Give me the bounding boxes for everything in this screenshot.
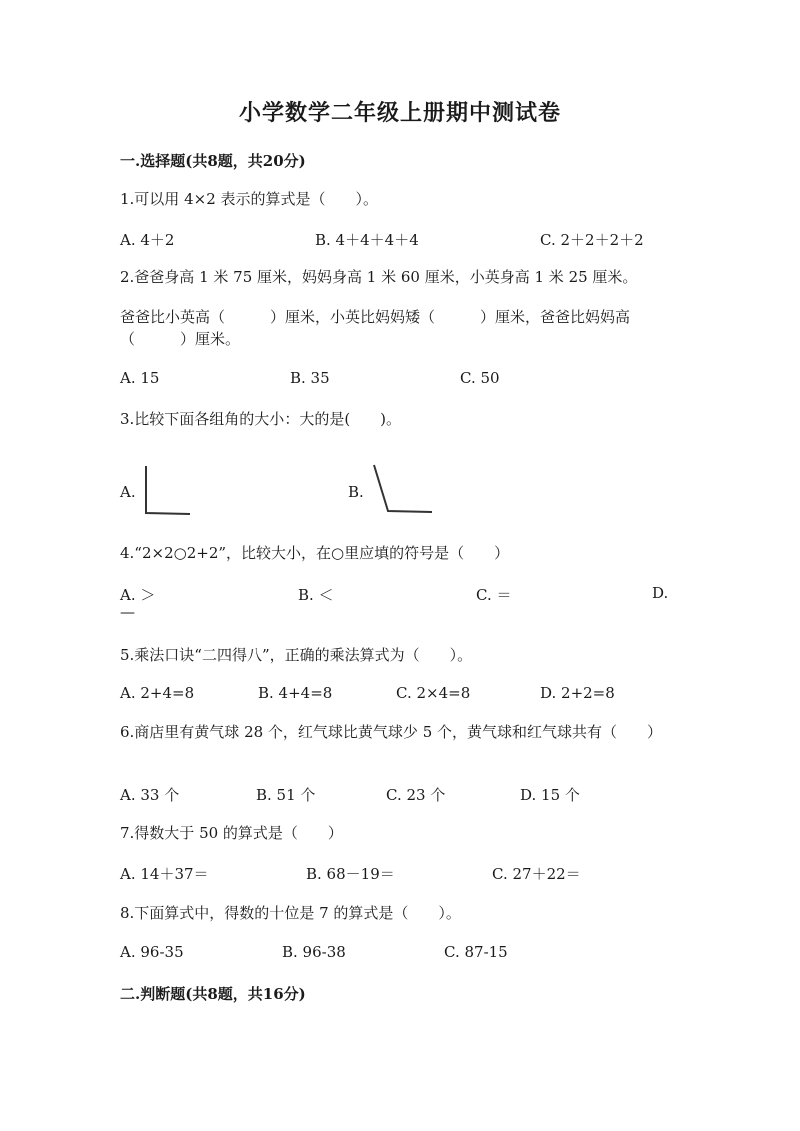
q4-option-b: B. ＜ [298,586,334,604]
q4-option-c: C. ＝ [476,586,512,604]
q3-option-b: B. [348,483,364,501]
q2-option-b: B. 35 [290,369,330,387]
q3-option-a: A. [120,483,136,501]
q2-option-c: C. 50 [460,369,500,387]
q7-option-b: B. 68－19＝ [306,865,395,883]
q1-option-c: C. 2＋2＋2＋2 [540,231,644,249]
q7-option-c: C. 27＋22＝ [492,865,581,883]
q6-option-a: A. 33 个 [120,786,180,804]
question-4: 4.“2×2○2+2”，比较大小，在○里应填的符号是（ ） [120,544,510,562]
section-heading-judgment: 二.判断题(共8题，共16分) [120,985,306,1003]
question-5: 5.乘法口诀“二四得八”，正确的乘法算式为（ ）。 [120,646,473,664]
question-7: 7.得数大于 50 的算式是（ ） [120,824,343,842]
q1-option-a: A. 4＋2 [120,231,175,249]
question-2: 2.爸爸身高 1 米 75 厘米，妈妈身高 1 米 60 厘米，小英身高 1 米 25 厘米。 [120,268,638,286]
question-3: 3.比较下面各组角的大小：大的是( )。 [120,410,402,428]
q8-option-c: C. 87-15 [444,943,508,961]
q5-option-a: A. 2+4=8 [120,684,195,702]
q5-option-d: D. 2+2=8 [540,684,615,702]
q5-option-b: B. 4+4=8 [258,684,333,702]
page-title: 小学数学二年级上册期中测试卷 [238,100,561,126]
question-6: 6.商店里有黄气球 28 个，红气球比黄气球少 5 个，黄气球和红气球共有（ ） [120,723,663,741]
right-angle-figure [140,460,200,520]
q4-option-d: D. [652,584,669,602]
q4-option-d-value: — [120,603,135,621]
question-8: 8.下面算式中，得数的十位是 7 的算式是（ ）。 [120,904,461,922]
question-1: 1.可以用 4×2 表示的算式是（ ）。 [120,190,379,208]
q2-option-a: A. 15 [120,369,160,387]
q6-option-b: B. 51 个 [256,786,316,804]
q8-option-b: B. 96-38 [282,943,346,961]
section-heading-choice: 一.选择题(共8题，共20分) [120,152,306,170]
obtuse-angle-figure [368,460,438,520]
q7-option-a: A. 14＋37＝ [120,865,209,883]
q1-option-b: B. 4＋4＋4＋4 [315,231,419,249]
q4-option-a: A. ＞ [120,586,156,604]
q5-option-c: C. 2×4=8 [396,684,471,702]
q6-option-d: D. 15 个 [520,786,580,804]
q6-option-c: C. 23 个 [386,786,446,804]
question-2-blanks: 爸爸比小英高（ ）厘米，小英比妈妈矮（ ）厘米，爸爸比妈妈高（ ）厘米。 [120,308,631,348]
q8-option-a: A. 96-35 [120,943,184,961]
